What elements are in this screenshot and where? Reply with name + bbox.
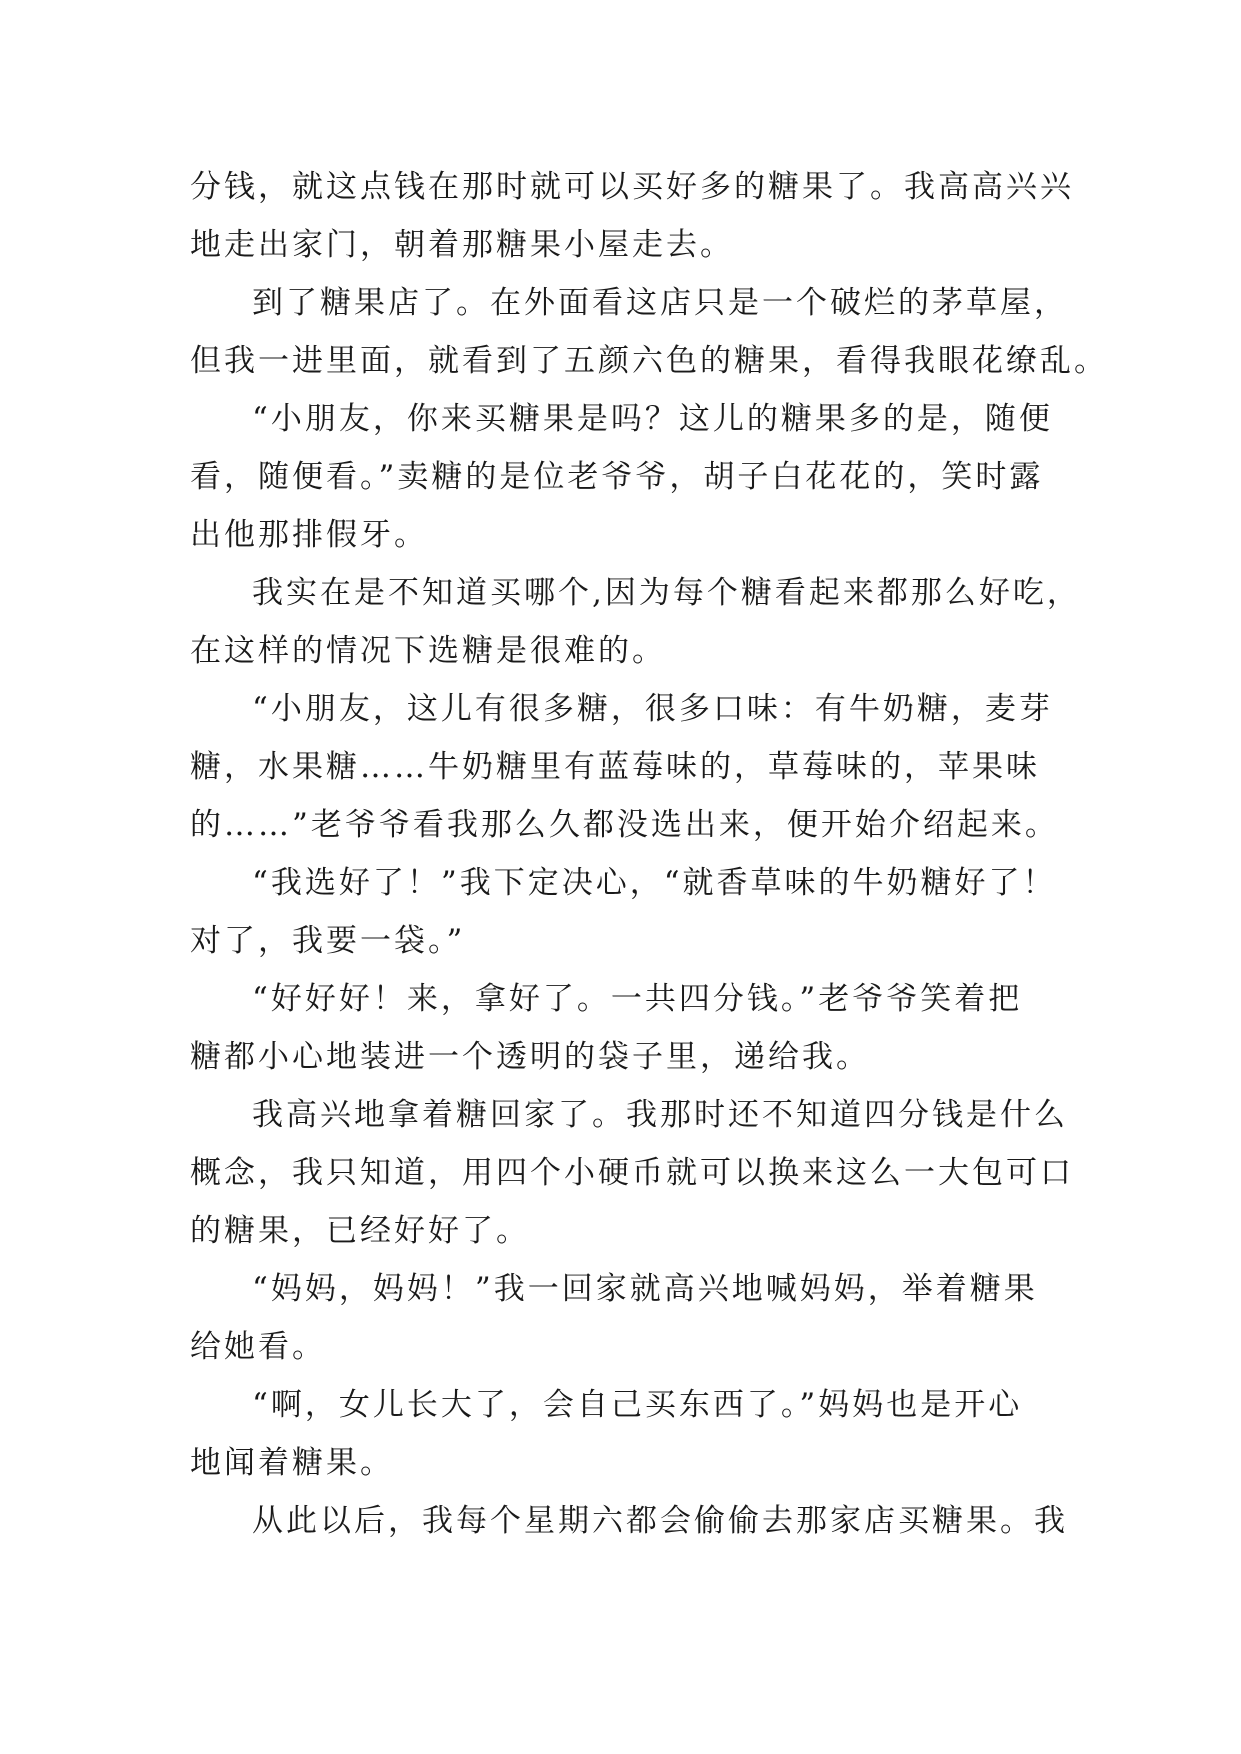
text-line: 地闻着糖果。 [190,1445,394,1481]
text-line: 但我一进里面，就看到了五颜六色的糖果，看得我眼花缭乱。 [190,343,1108,379]
text-line: 给她看。 [190,1329,326,1365]
document-body [190,158,1108,1550]
text-line: 看，随便看。”卖糖的是位老爷爷，胡子白花花的，笑时露 [190,459,1044,495]
text-line: 从此以后，我每个星期六都会偷偷去那家店买糖果。我 [252,1503,1068,1539]
text-line: “小朋友，这儿有很多糖，很多口味：有牛奶糖，麦芽 [252,691,1053,727]
text-line: “妈妈，妈妈！”我一回家就高兴地喊妈妈，举着糖果 [252,1271,1038,1307]
text-line: 我实在是不知道买哪个,因为每个糖看起来都那么好吃， [252,575,1081,611]
text-line: “好好好！来，拿好了。一共四分钱。”老爷爷笑着把 [252,981,1023,1017]
text-line: 的……”老爷爷看我那么久都没选出来，便开始介绍起来。 [190,807,1059,843]
text-line: 分钱，就这点钱在那时就可以买好多的糖果了。我高高兴兴 [190,169,1074,205]
text-line: 概念，我只知道，用四个小硬币就可以换来这么一大包可口 [190,1155,1074,1191]
text-line: “小朋友，你来买糖果是吗？这儿的糖果多的是，随便 [252,401,1053,437]
text-line: “啊，女儿长大了，会自己买东西了。”妈妈也是开心 [252,1387,1023,1423]
text-line: “我选好了！”我下定决心，“就香草味的牛奶糖好了！ [252,865,1057,901]
text-line: 出他那排假牙。 [190,517,428,553]
text-line: 的糖果，已经好好了。 [190,1213,530,1249]
text-line: 到了糖果店了。在外面看这店只是一个破烂的茅草屋， [252,285,1068,321]
text-line: 糖都小心地装进一个透明的袋子里，递给我。 [190,1039,870,1075]
text-line: 在这样的情况下选糖是很难的。 [190,633,666,669]
text-line: 糖，水果糖……牛奶糖里有蓝莓味的，草莓味的，苹果味 [190,749,1040,785]
text-line: 我高兴地拿着糖回家了。我那时还不知道四分钱是什么 [252,1097,1068,1133]
text-line: 地走出家门，朝着那糖果小屋走去。 [190,227,734,263]
text-line: 对了，我要一袋。” [190,923,466,959]
